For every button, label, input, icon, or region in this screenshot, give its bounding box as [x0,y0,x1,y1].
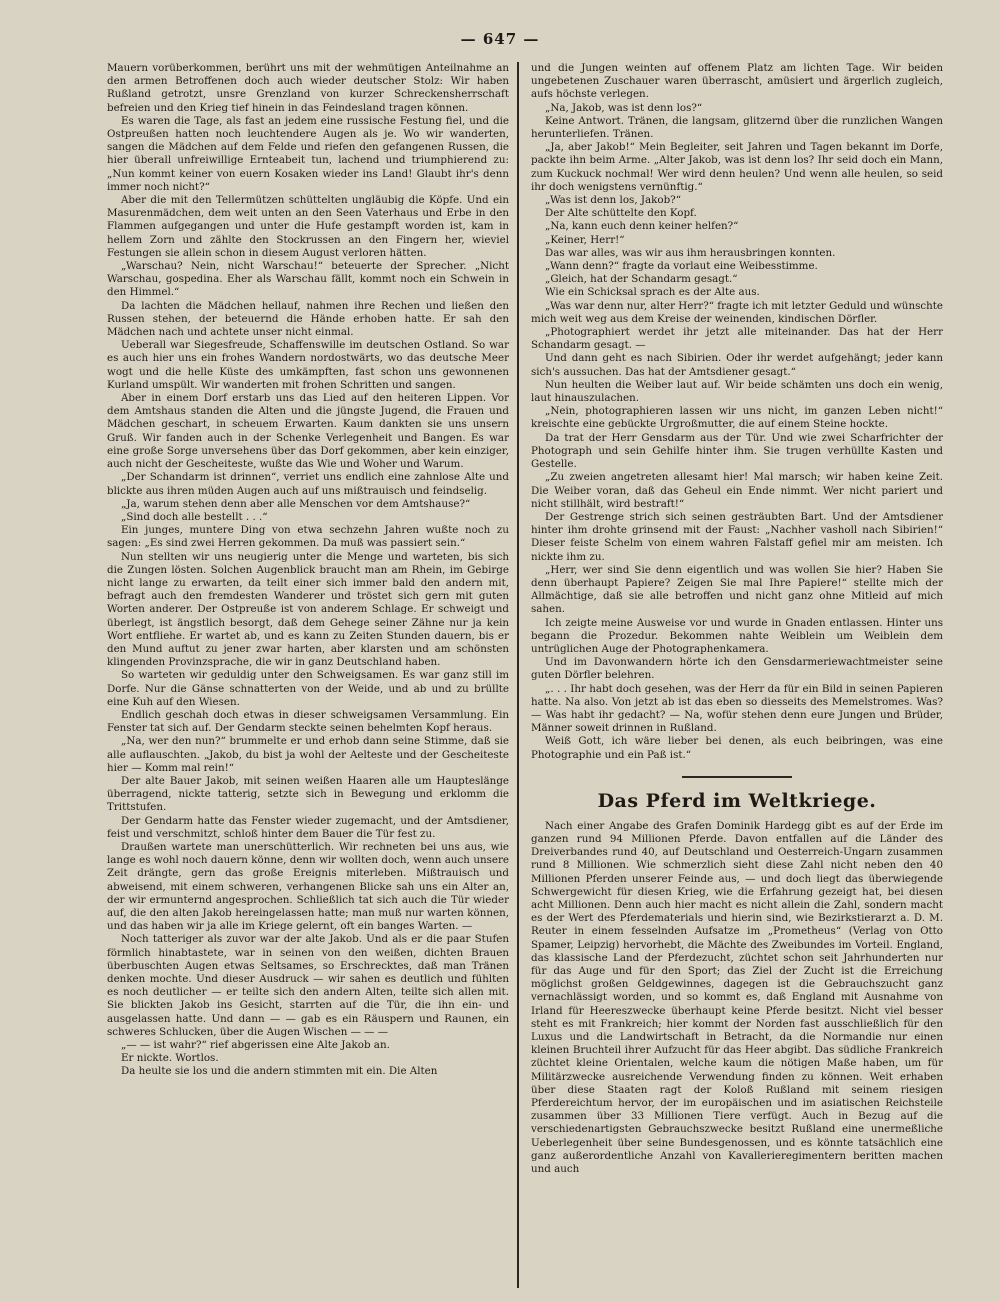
paragraph: „Sind doch alle bestellt . . .“ [121,510,268,523]
paragraph: „Ja, warum stehen denn aber alle Menschen vor dem Amtshause?“ [121,497,471,510]
paragraph: Das war alles, was wir aus ihm herausbringen konnten. [545,246,836,259]
article-title: Das Pferd im Weltkriege. [597,789,877,812]
paragraph: „Keiner, Herr!“ [545,233,625,246]
paragraph: „Was ist denn los, Jakob?“ [545,194,681,207]
paragraph: Da trat der Herr Gensdarm aus der Tür. Und wie zwei Scharfrichter der Photograph und sein Gehilfe hinter ihm. Sie trugen verhüllte Kasten und Gestelle. [531,431,943,471]
paragraph: Ueberall war Siegesfreude, Schaffenswille im deutschen Ostland. So war es auch hier uns ein frohes Wandern nordostwärts, wo das deutsche Meer wogt und die helle Küste des umkämpften, fast schon uns gewonnenen Kurland umspült. Wir wanderten mit frohen Schritten und sangen. [107,339,509,391]
paragraph: „Herr, wer sind Sie denn eigentlich und was wollen Sie hier? Haben Sie denn überhaupt Papiere? Zeigen Sie mal Ihre Papiere!“ stellte mich der Allmächtige, daß sie alle betroffen und nicht ganz ohne Mitleid auf mich sahen. [531,563,943,616]
paragraph: Nach einer Angabe des Grafen Dominik Hardegg gibt es auf der Erde im ganzen rund 94 Millionen Pferde. Davon entfallen auf die Länder des Dreiverbandes rund 40, auf Deutschland und Oesterreich-Ungarn zusammen rund 8 Millionen. Wie schmerzlich sieht diese Zahl nicht neben den 40 Millionen Pferden unserer Feinde aus, — und doch liegt das überwiegende Schwergewicht für diesen Krieg, wie die Erfahrung gezeigt hat, bei diesen acht Millionen. Denn auch hier macht es nicht allein die Zahl, sondern macht es der Wert des Pferdematerials und hierin sind, wie Bezirkstierarzt a. D. M. Reuter in einem fesselnden Aufsatze im „Prometheus“ (Verlag von Otto Spamer, Leipzig) hervorhebt, die Mächte des Zweibundes im Vorteil. England, das klassische Land der Pferdezucht, züchtet schon seit Jahrhunderten nur für das Auge und für den Sport; das Ziel der Zucht ist die Erreichung möglichst großen Geldgewinnes, dagegen ist die Gebrauchszucht ganz vernachlässigt worden, und so kommt es, daß England mit Ausnahme von Irland für Heereszwecke überhaupt keine Pferde besitzt. Nicht viel besser steht es mit Frankreich; hier kommt der Norden fast ausschließlich für den Luxus und die Landwirtschaft in Betracht, da die Normandie nur einen kleinen Bruchteil ihrer Aufzucht für das Heer abgibt. Das südliche Frankreich züchtet kleine Orientalen, welche kaum die nötigen Maße haben, um für Militärzwecke ausreichende Verwendung finden zu können. Weit erhaben über diese Staaten ragt der Koloß Rußland mit seinem riesigen Pferdereichtum hervor, der im europäischen und im asiatischen Reichsteile zusammen über 33 Millionen Tiere verfügt. Auch in Bezug auf die verschiedenartigsten Gebrauchszwecke besitzt Rußland eine unermeßliche Ueberlegenheit über seine Bundesgenossen, und es könnte tatsächlich eine ganz außerordentliche Anzahl von Kavallerieregimentern beritten machen und auch [531,819,943,1176]
paragraph: Nun stellten wir uns neugierig unter die Menge und warteten, bis sich die Zungen lösten. Solchen Augenblick braucht man am Rhein, im Gebirge nicht lange zu erwarten, da teilt einer sich immer bald den andern mit, befragt auch den fremdesten Wanderer und tröstet sich gern mit guten Worten anderer. Der Ostpreuße ist von anderem Schlage. Er schweigt und überlegt, ist ängstlich besorgt, daß dem Gehege seiner Zähne nur ja kein Wort entfliehe. Er wartet ab, und es kann zu Zeiten Stunden dauern, bis er den Mund auftut zu jener zwar harten, aber klarsten und am schönsten klingenden Provinzsprache, die wir in ganz Deutschland haben. [107,550,509,669]
paragraph: Und im Davonwandern hörte ich den Gensdarmeriewachtmeister seine guten Dörfler belehren. [531,656,943,682]
paragraph: Und dann geht es nach Sibirien. Oder ihr werdet aufgehängt; jeder kann sich's aussuchen. Das hat der Amtsdiener gesagt.“ [531,352,943,378]
paragraph: „Der Schandarm ist drinnen“, verriet uns endlich eine zahnlose Alte und blickte aus ihren müden Augen auch auf uns mißtrauisch und feindselig. [107,471,509,497]
paragraph: Ich zeigte meine Ausweise vor und wurde in Gnaden entlassen. Hinter uns begann die Prozedur. Bekommen nahte Weiblein um Weiblein dem untrüglichen Auge der Photographenkamera. [531,616,943,655]
paragraph: und die Jungen weinten auf offenem Platz am lichten Tage. Wir beiden ungebetenen Zuschauer waren überrascht, amüsiert und ärgerlich zugleich, aufs höchste verlegen. [531,62,943,101]
section-divider [682,776,792,778]
paragraph: „— — ist wahr?“ rief abgerissen eine Alte Jakob an. [121,1039,390,1052]
paragraph: Weiß Gott, ich wäre lieber bei denen, als euch beibringen, was eine Photographie und ein Paß ist.“ [531,735,943,761]
left-column [107,62,509,1286]
paragraph: „Was war denn nur, alter Herr?“ fragte ich mit letzter Geduld und wünschte mich weit weg aus dem Kreise der weinenden, kindischen Dörfler. [531,299,943,325]
paragraph: „Gleich, hat der Schandarm gesagt.“ [545,273,738,286]
page-number: — 647 — [460,30,540,48]
column-rule [517,62,519,1288]
paragraph: Draußen wartete man unerschütterlich. Wir rechneten bei uns aus, wie lange es wohl noch dauern könne, denn wir wollten doch, wenn auch unsere Zeit drängte, gern das große Ereignis miterleben. Mißtrauisch und abweisend, mit einem schweren, verhangenen Blicke sah uns ein Alter an, der wir ermunternd angesprochen. Schließlich tat sich auch die Tür wieder auf, die den alten Jakob hereingelassen hatte; man muß nur warten können, und das haben wir ja alle im Kriege gelernt, oft ein banges Warten. — [107,840,509,933]
story-continuation [531,62,943,762]
paragraph: Keine Antwort. Tränen, die langsam, glitzernd über die runzlichen Wangen herunterliefen. Tränen. [531,114,943,141]
paragraph: Da heulte sie los und die andern stimmten mit ein. Die Alten [121,1065,438,1078]
right-column [531,62,943,1286]
paragraph: „Zu zweien angetreten allesamt hier! Mal marsch; wir haben keine Zeit. Die Weiber voran, daß das Geheul ein Ende nimmt. Wer nicht pariert und nicht stillhält, wird bestraft!“ [531,471,943,510]
paragraph: Aber in einem Dorf erstarb uns das Lied auf den heiteren Lippen. Vor dem Amtshaus standen die Alten und die jüngste Jugend, die Frauen und Mädchen geschart, in scheuem Erwarten. Kaum dankten sie uns unsern Gruß. Wir fanden auch in der Schenke Verlegenheit und Bangen. Es war eine große Sorge unversehens über das Dorf gekommen, aber kein einziger, auch nicht der Gescheiteste, wußte das Wie und Woher und Warum. [107,392,509,471]
paragraph: „Na, kann euch denn keiner helfen?“ [545,220,739,233]
paragraph: Der Gestrenge strich sich seinen gesträubten Bart. Und der Amtsdiener hinter ihm drohte grinsend mit der Faust: „Nachher vasholl nach Sibirien!“ Dieser feiste Schelm von einem wahren Falstaff gefiel mir am meisten. Ich nickte ihm zu. [531,510,943,563]
paragraph: „Ja, aber Jakob!“ Mein Begleiter, seit Jahren und Tagen bekannt im Dorfe, packte ihn beim Arme. „Alter Jakob, was ist denn los? Ihr seid doch ein Mann, zum Kuckuck nochmal! Wer wird denn heulen? Und wenn alle heulen, so seid ihr doch wenigstens vernünftig.“ [531,141,943,193]
paragraph: Nun heulten die Weiber laut auf. Wir beide schämten uns doch ein wenig, laut hinauszulachen. [531,378,943,405]
paragraph: Wie ein Schicksal sprach es der Alte aus. [545,286,760,299]
paragraph: Der Gendarm hatte das Fenster wieder zugemacht, und der Amtsdiener, feist und verschmitzt, schloß hinter dem Bauer die Tür fest zu. [107,814,509,840]
paragraph: „Wann denn?“ fragte da vorlaut eine Weibesstimme. [545,260,818,273]
paragraph: Ein junges, muntere Ding von etwa sechzehn Jahren wußte noch zu sagen: „Es sind zwei Herren gekommen. Da muß was passiert sein.“ [107,524,509,550]
paragraph: Es waren die Tage, als fast an jedem eine russische Festung fiel, und die Ostpreußen hatten noch leuchtendere Augen als je. Wo wir wanderten, sangen die Mädchen auf dem Felde und riefen den gefangenen Russen, die hier überall unfreiwillige Ernteabeit tun, lachend und triumphierend zu: „Nun kommt keiner von euern Kosaken wieder ins Land! Glaubt ihr's denn immer noch nicht?“ [107,114,509,193]
paragraph: „Na, wer den nun?“ brummelte er und erhob dann seine Stimme, daß sie alle auflauschten. „Jakob, du bist ja wohl der Aelteste und der Gescheiteste hier — Komm mal rein!“ [107,735,509,774]
paragraph: So warteten wir geduldig unter den Schweigsamen. Es war ganz still im Dorfe. Nur die Gänse schnatterten von der Weide, und ab und zu brüllte eine Kuh auf den Wiesen. [107,669,509,708]
paragraph: Noch tatteriger als zuvor war der alte Jakob. Und als er die paar Stufen förmlich hinabtastete, war in seinen von den weißen, dichten Brauen überbuschten Augen etwas Seltsames, so Erschrecktes, daß man Tränen denken mochte. Und dieser Ausdruck — wir sahen es deutlich und fühlten es noch deutlicher — er teilte sich den andern Alten, teilte sich allen mit. Sie blickten Jakob ins Gesicht, starrten auf die Tür, die ihn ein- und ausgelassen hatte. Und dann — — gab es ein Räuspern und Raunen, ein schweres Schlucken, über die Augen Wischen — — — [107,933,509,1038]
paragraph: Der Alte schüttelte den Kopf. [545,207,697,220]
article-body [531,820,943,1176]
paragraph: Aber die mit den Tellermützen schüttelten ungläubig die Köpfe. Und ein Masurenmädchen, dem weit unten an den Seen Vaterhaus und Erbe in den Flammen aufgegangen und unter die Hufe gestampft worden ist, kam in hellem Zorn und zählte den Stockrussen an den Fingern her, wieviel Festungen sie allein schon in diesem August verloren hätten. [107,194,509,259]
paragraph: Da lachten die Mädchen hellauf, nahmen ihre Rechen und ließen den Russen stehen, der beteuernd die Hände erhoben hatte. Er sah den Mädchen nach und achtete unser nicht einmal. [107,299,509,339]
paragraph: „Nein, photographieren lassen wir uns nicht, im ganzen Leben nicht!“ kreischte eine gebückte Urgroßmutter, die auf einem Steine hockte. [531,405,943,431]
paragraph: Endlich geschah doch etwas in dieser schweigsamen Versammlung. Ein Fenster tat sich auf. Der Gendarm steckte seinen behelmten Kopf heraus. [107,708,509,735]
paragraph: Mauern vorüberkommen, berührt uns mit der wehmütigen Anteilnahme an den armen Betroffenen doch auch wieder deutscher Stolz: Wir haben Rußland getrotzt, unsre Grenzland von kurzer Schreckensherrschaft befreien und den Krieg tief hinein in das Feindesland tragen können. [107,62,509,114]
paragraph: Der alte Bauer Jakob, mit seinen weißen Haaren alle um Haupteslänge überragend, nickte tatterig, setzte sich in Bewegung und erklomm die Trittstufen. [107,774,509,814]
paragraph: „Warschau? Nein, nicht Warschau!“ beteuerte der Sprecher. „Nicht Warschau, gospedina. Eher als Warschau fällt, kommt noch ein Schwein in den Himmel.“ [107,260,509,299]
paragraph: Er nickte. Wortlos. [121,1052,219,1065]
paragraph: „Photographiert werdet ihr jetzt alle miteinander. Das hat der Herr Schandarm gesagt. — [531,326,943,352]
paragraph: „. . . Ihr habt doch gesehen, was der Herr da für ein Bild in seinen Papieren hatte. Na also. Von jetzt ab ist das eben so diesseits des Memelstromes. Was? — Was habt ihr gedacht? — Na, wofür stehen denn eure Jungen und Brüder, Männer soweit drinnen in Rußland. [531,682,943,735]
paragraph: „Na, Jakob, was ist denn los?“ [545,101,703,114]
